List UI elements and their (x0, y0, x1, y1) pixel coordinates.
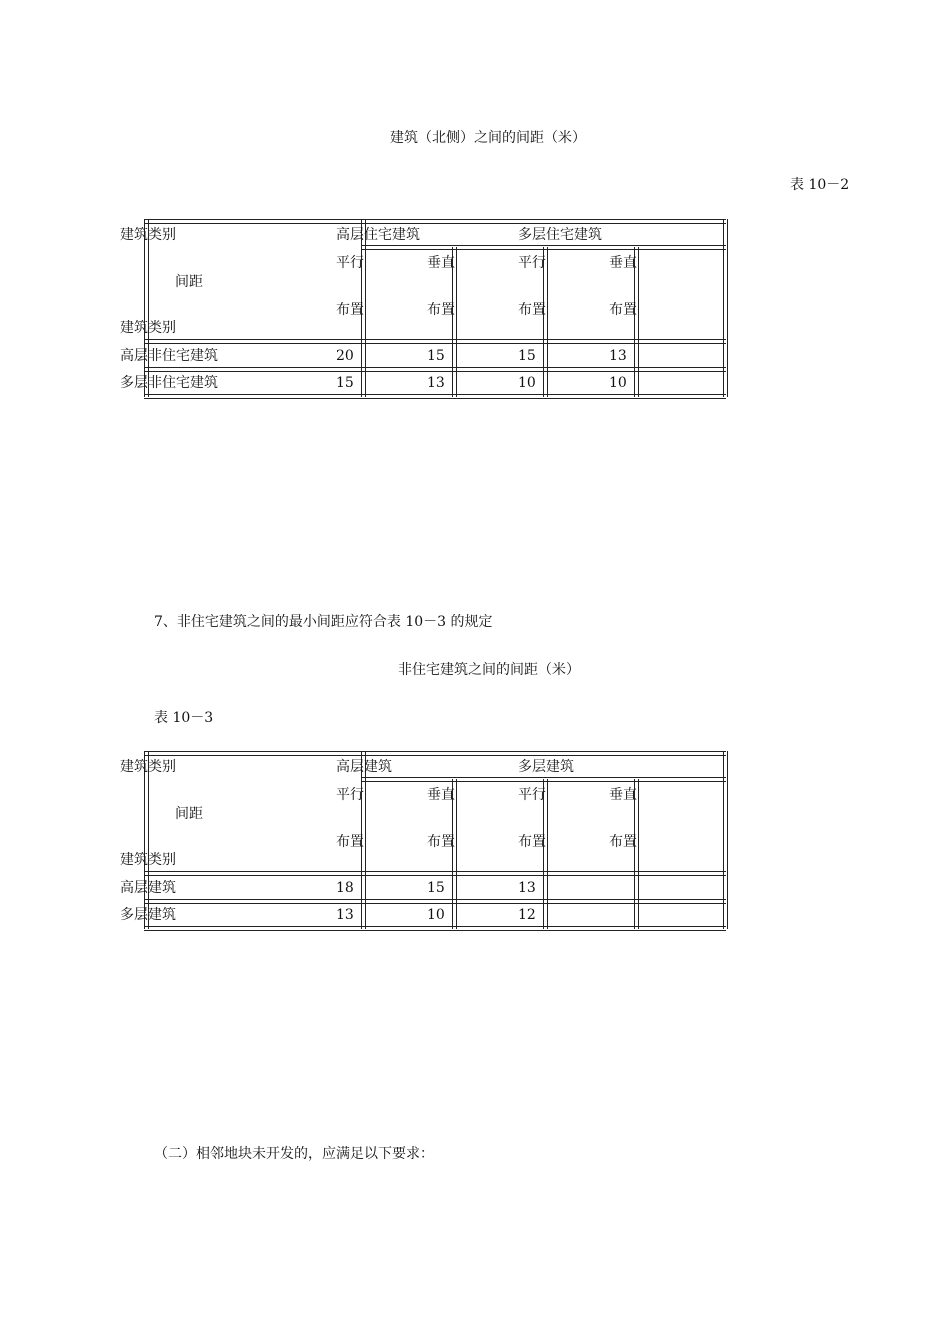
table1-title: 建筑（北侧）之间的间距（米） (390, 130, 586, 146)
table2-row1-val2: 15 (427, 880, 445, 896)
table1-sub-bottom-3: 布置 (518, 302, 546, 318)
table1-group-multi: 多层住宅建筑 (518, 227, 602, 243)
table1-row2-val4: 10 (609, 375, 627, 391)
table2-corner-mid: 间距 (175, 806, 203, 822)
table2-sub-bottom-3: 布置 (518, 834, 546, 850)
table2-group-high: 高层建筑 (336, 759, 392, 775)
table2-title: 非住宅建筑之间的间距（米） (398, 662, 580, 678)
table1-corner-top: 建筑类别 (120, 227, 176, 243)
table1-row1-label: 高层非住宅建筑 (120, 348, 218, 364)
table1-row1-val3: 15 (518, 348, 536, 364)
table1-rule-left (144, 219, 149, 397)
table2-row2-val1: 13 (336, 907, 354, 923)
table2-rule-right (723, 751, 728, 929)
table1-corner-bottom: 建筑类别 (120, 320, 176, 336)
paragraph-table-rule: 7、非住宅建筑之间的最小间距应符合表 10－3 的规定 (154, 614, 493, 630)
table2-sub-top-3: 平行 (518, 787, 546, 803)
table2-corner-bottom: 建筑类别 (120, 852, 176, 868)
table1-sub-top-4: 垂直 (609, 255, 637, 271)
table2-rule-top (144, 751, 726, 756)
table1-sub-top-1: 平行 (336, 255, 364, 271)
table2-number: 表 10－3 (154, 710, 214, 726)
table2-row1-val1: 18 (336, 880, 354, 896)
table2-sub-bottom-4: 布置 (609, 834, 637, 850)
paragraph-adjacent-plot: （二）相邻地块未开发的，应满足以下要求： (154, 1146, 434, 1162)
table2-rule-left (144, 751, 149, 929)
table1-row1-val1: 20 (336, 348, 354, 364)
table1-sub-bottom-4: 布置 (609, 302, 637, 318)
table1-sub-top-3: 平行 (518, 255, 546, 271)
table2-row2-label: 多层建筑 (120, 907, 176, 923)
table2-sub-top-1: 平行 (336, 787, 364, 803)
table1-sub-bottom-1: 布置 (336, 302, 364, 318)
table1-row1-val4: 13 (609, 348, 627, 364)
table2-sub-bottom-2: 布置 (427, 834, 455, 850)
table1-row2-val3: 10 (518, 375, 536, 391)
table2-row2-val3: 12 (518, 907, 536, 923)
table1-group-high: 高层住宅建筑 (336, 227, 420, 243)
table1-rule-top (144, 219, 726, 224)
table1-row2-label: 多层非住宅建筑 (120, 375, 218, 391)
table1-corner-mid: 间距 (175, 274, 203, 290)
table1-row2-val2: 13 (427, 375, 445, 391)
table2-group-multi: 多层建筑 (518, 759, 574, 775)
table2-row1-val3: 13 (518, 880, 536, 896)
table2-sub-bottom-1: 布置 (336, 834, 364, 850)
table1-sub-bottom-2: 布置 (427, 302, 455, 318)
table2-row2-val2: 10 (427, 907, 445, 923)
table1-row1-val2: 15 (427, 348, 445, 364)
table1-sub-top-2: 垂直 (427, 255, 455, 271)
table2-row1-label: 高层建筑 (120, 880, 176, 896)
table2-corner-top: 建筑类别 (120, 759, 176, 775)
table2-sub-top-2: 垂直 (427, 787, 455, 803)
table1-row2-val1: 15 (336, 375, 354, 391)
table1-rule-right (723, 219, 728, 397)
table1-number: 表 10－2 (790, 177, 850, 193)
table2-sub-top-4: 垂直 (609, 787, 637, 803)
